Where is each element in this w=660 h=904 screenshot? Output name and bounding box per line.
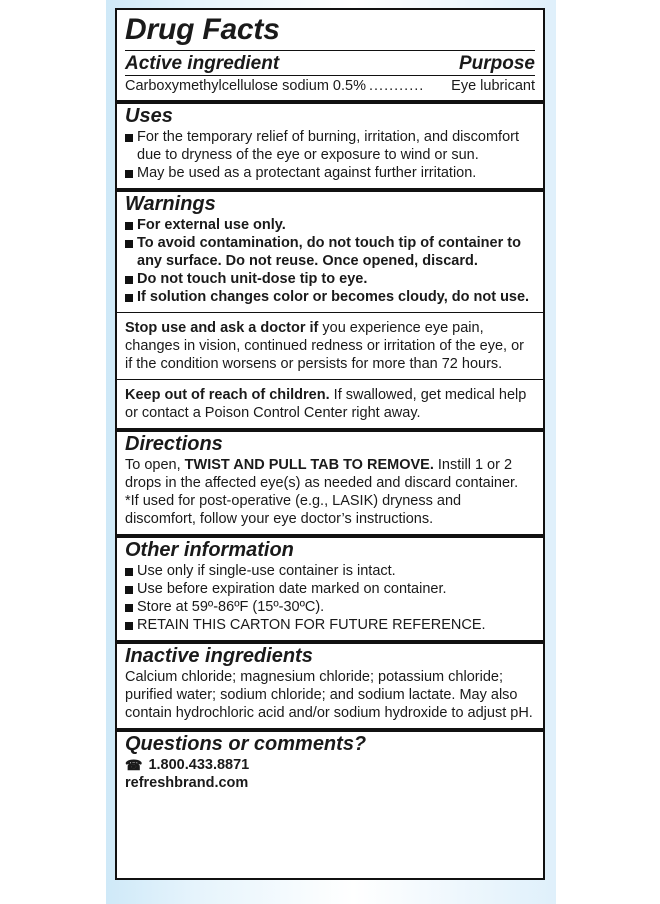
other-information-heading: Other information [125,539,294,561]
inactive-ingredients-heading: Inactive ingredients [125,645,313,667]
directions-heading: Directions [125,433,223,455]
bullet-square [125,276,133,284]
warnings-item: If solution changes color or becomes cloudy, do not use. [125,288,535,306]
bullet-square [125,568,133,576]
stop-use-paragraph: Stop use and ask a doctor if you experience eye pain, changes in vision, continued redness or irritation of the eye, or if the condition worsens or persists for more than 72 hours. [117,312,543,373]
other-information-section [117,538,543,644]
directions-note: *If used for post-operative (e.g., LASIK) dryness and discomfort, follow your eye doctor’s instructions. [125,493,462,527]
bullet-square [125,622,133,630]
website-link[interactable]: refreshbrand.com [125,775,249,791]
phone-icon: ☎ [125,757,143,773]
drug-facts-panel [115,8,545,880]
bullet-square [125,240,133,248]
uses-heading: Uses [125,105,173,127]
inactive-ingredients-text: Calcium chloride; magnesium chloride; potassium chloride; purified water; sodium chloride; and sodium lactate. May also contain hydrochloric acid and/or sodium hydroxide to adjust pH. [125,669,533,721]
warnings-item: For external use only. [125,216,535,234]
uses-item: May be used as a protectant against further irritation. [125,164,535,182]
active-ingredient-row [125,76,535,96]
phone-line [125,756,535,774]
directions-text: To open, TWIST AND PULL TAB TO REMOVE. Instill 1 or 2 drops in the affected eye(s) as needed and discard container. [125,457,519,491]
bullet-square [125,170,133,178]
drug-facts-header-section [117,10,543,104]
uses-item: For the temporary relief of burning, irritation, and discomfort due to dryness of the eye or exposure to wind or sun. [125,128,535,164]
keep-out-paragraph: Keep out of reach of children. If swallowed, get medical help or contact a Poison Control Center right away. [117,379,543,422]
questions-section [117,732,543,798]
active-ingredient-heading: Active ingredient [125,53,280,74]
drug-facts-title: Drug Facts [125,13,280,46]
other-item: Use before expiration date marked on container. [125,580,535,598]
bullet-square [125,222,133,230]
warnings-item: Do not touch unit-dose tip to eye. [125,270,535,288]
title-divider [125,50,535,51]
other-item: Store at 59º-86ºF (15º-30ºC). [125,598,535,616]
active-ingredient-name: Carboxymethylcellulose sodium 0.5% [125,78,366,94]
warnings-item: To avoid contamination, do not touch tip of container to any surface. Do not reuse. Once opened, discard. [125,234,535,270]
bullet-square [125,604,133,612]
active-ingredient-purpose: Eye lubricant [451,78,535,94]
directions-section [117,432,543,538]
warnings-section [117,192,543,432]
inactive-ingredients-section [117,644,543,732]
uses-section [117,104,543,192]
other-item: RETAIN THIS CARTON FOR FUTURE REFERENCE. [125,616,535,634]
leader-dots: ........... [368,78,425,94]
questions-heading: Questions or comments? [125,733,367,755]
bullet-square [125,134,133,142]
warnings-heading: Warnings [125,193,216,215]
purpose-heading: Purpose [458,53,535,74]
phone-number[interactable]: 1.800.433.8871 [148,757,250,773]
other-item: Use only if single-use container is intact. [125,562,535,580]
active-ingredient-header [125,53,535,75]
bullet-square [125,294,133,302]
bullet-square [125,586,133,594]
